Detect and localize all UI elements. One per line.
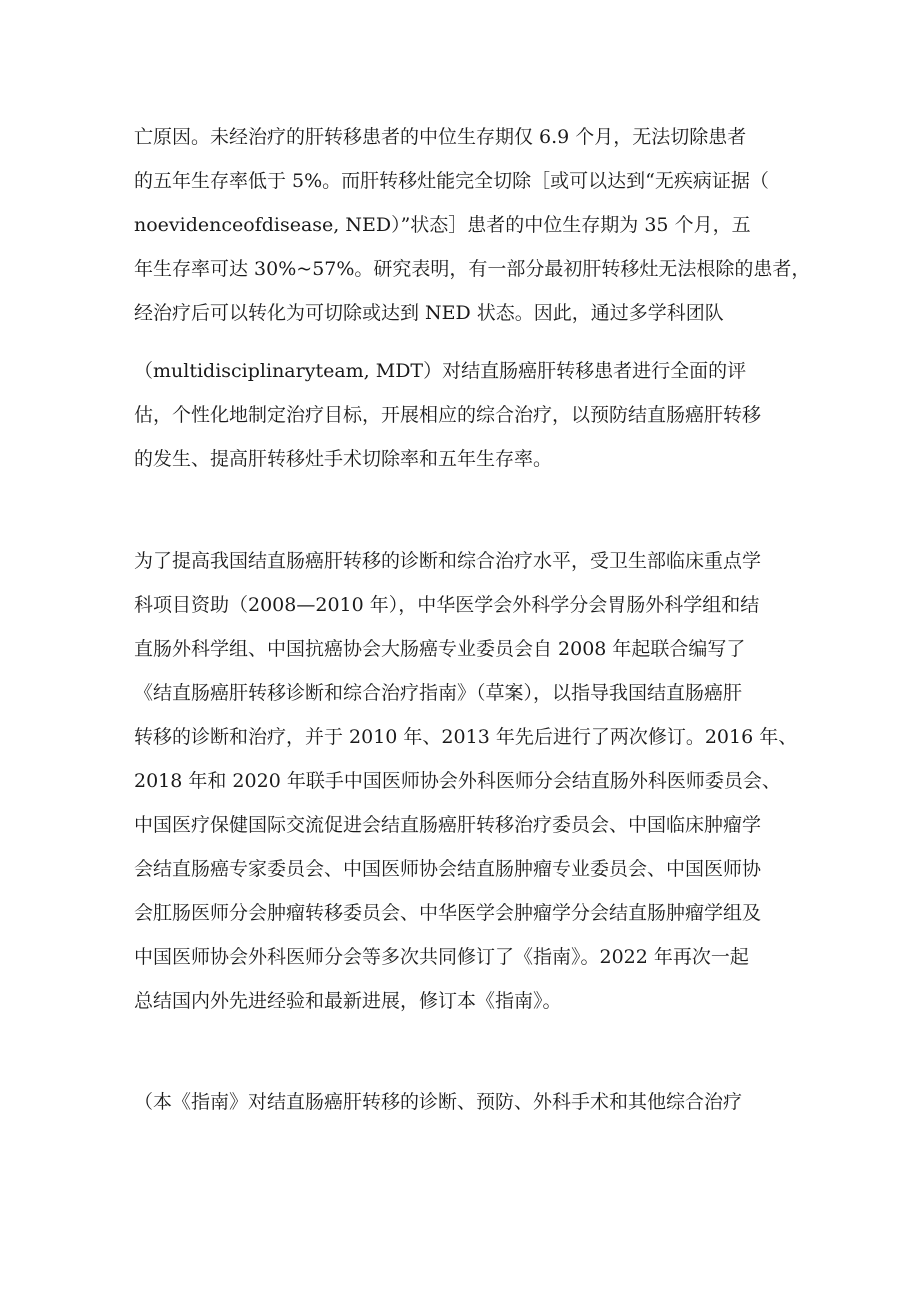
text-line: （本《指南》对结直肠癌肝转移的诊断、预防、外科手术和其他综合治疗 (134, 1091, 743, 1113)
text-line: 的五年生存率低于 5%。而肝转移灶能完全切除［或可以达到“无疾病证据（ (134, 170, 769, 192)
text-line: 年生存率可达 30%~57%。研究表明，有一部分最初肝转移灶无法根除的患者， (134, 258, 811, 280)
text-line: 《结直肠癌肝转移诊断和综合治疗指南》（草案），以指导我国结直肠癌肝 (134, 682, 743, 704)
text-line: （multidisciplinaryteam, MDT）对结直肠癌肝转移患者进行全面的评 (134, 360, 747, 382)
text-line: 中国医师协会外科医师分会等多次共同修订了《指南》。2022 年再次一起 (134, 946, 749, 968)
text-line: 亡原因。未经治疗的肝转移患者的中位生存期仅 6.9 个月，无法切除患者 (134, 126, 747, 148)
text-line: 中国医疗保健国际交流促进会结直肠癌肝转移治疗委员会、中国临床肿瘤学 (134, 814, 762, 836)
text-line: 的发生、提高肝转移灶手术切除率和五年生存率。 (134, 448, 553, 470)
text-line: 科项目资助（2008—2010 年），中华医学会外科学分会胃肠外科学组和结 (134, 594, 760, 616)
text-line: 直肠外科学组、中国抗癌协会大肠癌专业委员会自 2008 年起联合编写了 (134, 638, 746, 660)
text-line: 总结国内外先进经验和最新进展，修订本《指南》。 (134, 990, 562, 1012)
text-line: noevidenceofdisease, NED）”状态］患者的中位生存期为 35 个月，五 (134, 214, 751, 236)
text-line: 会结直肠癌专家委员会、中国医师协会结直肠肿瘤专业委员会、中国医师协 (134, 858, 762, 880)
text-line: 估，个性化地制定治疗目标，开展相应的综合治疗，以预防结直肠癌肝转移 (134, 404, 762, 426)
text-line: 2018 年和 2020 年联手中国医师协会外科医师分会结直肠外科医师委员会、 (134, 770, 781, 792)
text-line: 会肛肠医师分会肿瘤转移委员会、中华医学会肿瘤学分会结直肠肿瘤学组及 (134, 902, 762, 924)
text-line: 转移的诊断和治疗，并于 2010 年、2013 年先后进行了两次修订。2016 年、 (134, 726, 798, 748)
text-line: 为了提高我国结直肠癌肝转移的诊断和综合治疗水平，受卫生部临床重点学 (134, 550, 762, 572)
text-line: 经治疗后可以转化为可切除或达到 NED 状态。因此，通过多学科团队 (134, 302, 724, 324)
